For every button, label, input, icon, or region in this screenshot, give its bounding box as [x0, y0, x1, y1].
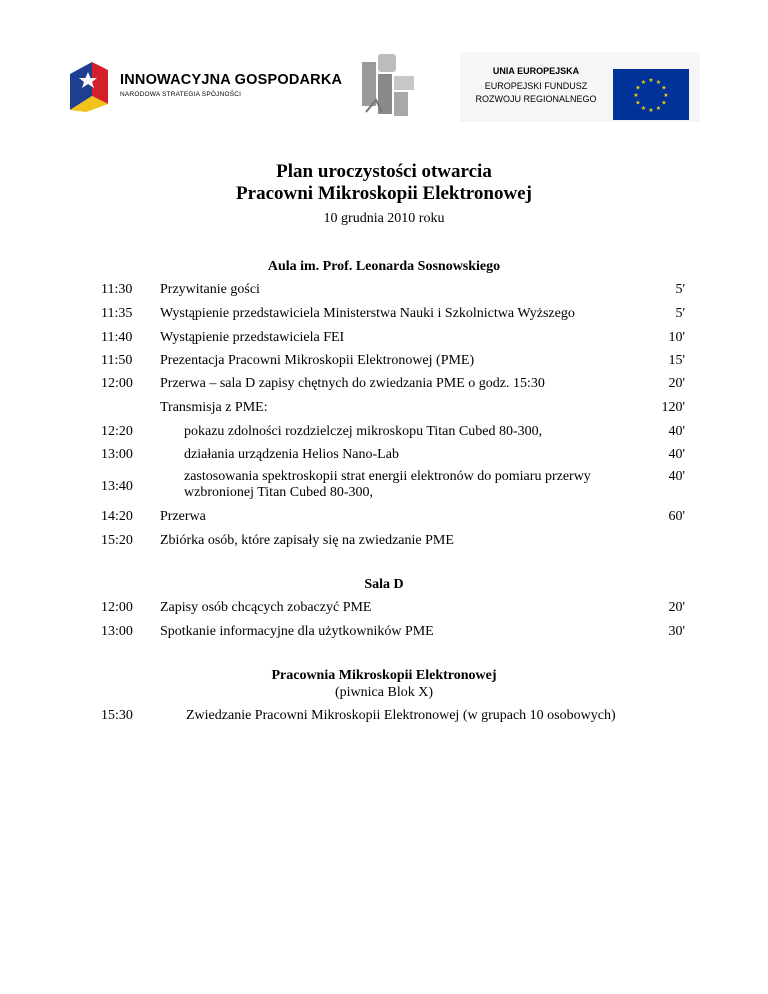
eu-logo	[460, 52, 700, 122]
row-time: 11:35	[101, 306, 133, 321]
svg-text:★: ★	[648, 77, 654, 84]
event-date: 10 grudnia 2010 roku	[323, 211, 445, 226]
row-duration: 20'	[668, 376, 685, 391]
logo-band	[60, 52, 705, 134]
eu-flag-icon	[613, 69, 689, 120]
row-desc: Wystąpienie przedstawiciela Ministerstwa Nauki i Szkolnictwa Wyższego	[160, 306, 575, 321]
row-desc: Spotkanie informacyjne dla użytkowników PME	[160, 624, 434, 639]
row-duration: 15'	[668, 353, 685, 368]
row-time: 15:20	[101, 533, 133, 548]
institute-logo-icon	[360, 52, 418, 118]
row-desc: Zbiórka osób, które zapisały się na zwiedzanie PME	[160, 533, 454, 548]
svg-text:★: ★	[640, 79, 647, 86]
svg-text:★: ★	[655, 105, 662, 112]
eu-line2: EUROPEJSKI FUNDUSZ	[484, 81, 588, 91]
row-duration: 10'	[668, 330, 685, 345]
svg-text:★: ★	[655, 79, 662, 86]
svg-text:★: ★	[661, 99, 667, 107]
row-desc: Przywitanie gości	[160, 282, 260, 297]
row-desc: Prezentacja Pracowni Mikroskopii Elektronowej (PME)	[160, 353, 475, 368]
row-time: 14:20	[101, 509, 133, 524]
row-desc: Zwiedzanie Pracowni Mikroskopii Elektronowej (w grupach 10 osobowych)	[186, 708, 616, 723]
row-duration: 5'	[675, 282, 685, 297]
row-time: 15:30	[101, 708, 133, 723]
svg-text:★: ★	[633, 92, 639, 99]
row-duration: 60'	[668, 509, 685, 524]
row-duration: 20'	[668, 600, 685, 615]
svg-text:★: ★	[635, 84, 641, 92]
svg-text:★: ★	[648, 107, 654, 114]
eu-line1: UNIA EUROPEJSKA	[492, 66, 580, 76]
svg-text:★: ★	[635, 99, 641, 107]
svg-text:★: ★	[661, 84, 667, 92]
row-duration: 120'	[661, 400, 685, 415]
row-desc: Przerwa	[160, 509, 206, 524]
innowacyjna-gospodarka-logo	[68, 56, 348, 118]
row-desc: Przerwa – sala D zapisy chętnych do zwiedzania PME o godz. 15:30	[160, 376, 545, 391]
svg-text:★: ★	[663, 92, 669, 99]
page-title-line2: Pracowni Mikroskopii Elektronowej	[236, 183, 532, 204]
row-time: 12:20	[101, 424, 133, 439]
section-heading-aula: Aula im. Prof. Leonarda Sosnowskiego	[267, 259, 501, 274]
eu-line3: ROZWOJU REGIONALNEGO	[475, 94, 597, 104]
ig-subtitle: NARODOWA STRATEGIA SPÓJNOŚCI	[120, 91, 242, 98]
section-heading-sala-d: Sala D	[364, 577, 404, 592]
svg-text:★: ★	[640, 105, 647, 112]
row-desc: Zapisy osób chcących zobaczyć PME	[160, 600, 372, 615]
row-desc: pokazu zdolności rozdzielczej mikroskopu Titan Cubed 80-300,	[184, 424, 543, 439]
row-time: 12:00	[101, 600, 133, 615]
row-desc: Wystąpienie przedstawiciela FEI	[160, 330, 345, 345]
row-time: 11:30	[101, 282, 133, 297]
row-time: 13:40	[101, 479, 133, 494]
row-desc: działania urządzenia Helios Nano-Lab	[184, 447, 399, 462]
row-duration: 30'	[668, 624, 685, 639]
row-duration: 40'	[668, 447, 685, 462]
row-desc: zastosowania spektroskopii strat energii elektronów do pomiaru przerwy wzbronionej Titan Cubed 80-300,	[184, 469, 591, 500]
row-time: 11:50	[101, 353, 133, 368]
ig-star-icon	[68, 60, 110, 112]
row-time: 13:00	[101, 624, 133, 639]
page-title-line1: Plan uroczystości otwarcia	[276, 161, 492, 182]
section-heading-pracownia: Pracownia Mikroskopii Elektronowej	[271, 668, 497, 683]
row-duration: 40'	[668, 424, 685, 439]
section-subheading-location: (piwnica Blok X)	[335, 685, 433, 700]
row-duration: 5'	[675, 306, 685, 321]
row-time: 13:00	[101, 447, 133, 462]
ig-title: INNOWACYJNA GOSPODARKA	[120, 72, 343, 88]
row-duration: 40'	[668, 469, 685, 484]
row-time: 12:00	[101, 376, 133, 391]
row-time: 11:40	[101, 330, 133, 345]
row-desc: Transmisja z PME:	[160, 400, 268, 415]
